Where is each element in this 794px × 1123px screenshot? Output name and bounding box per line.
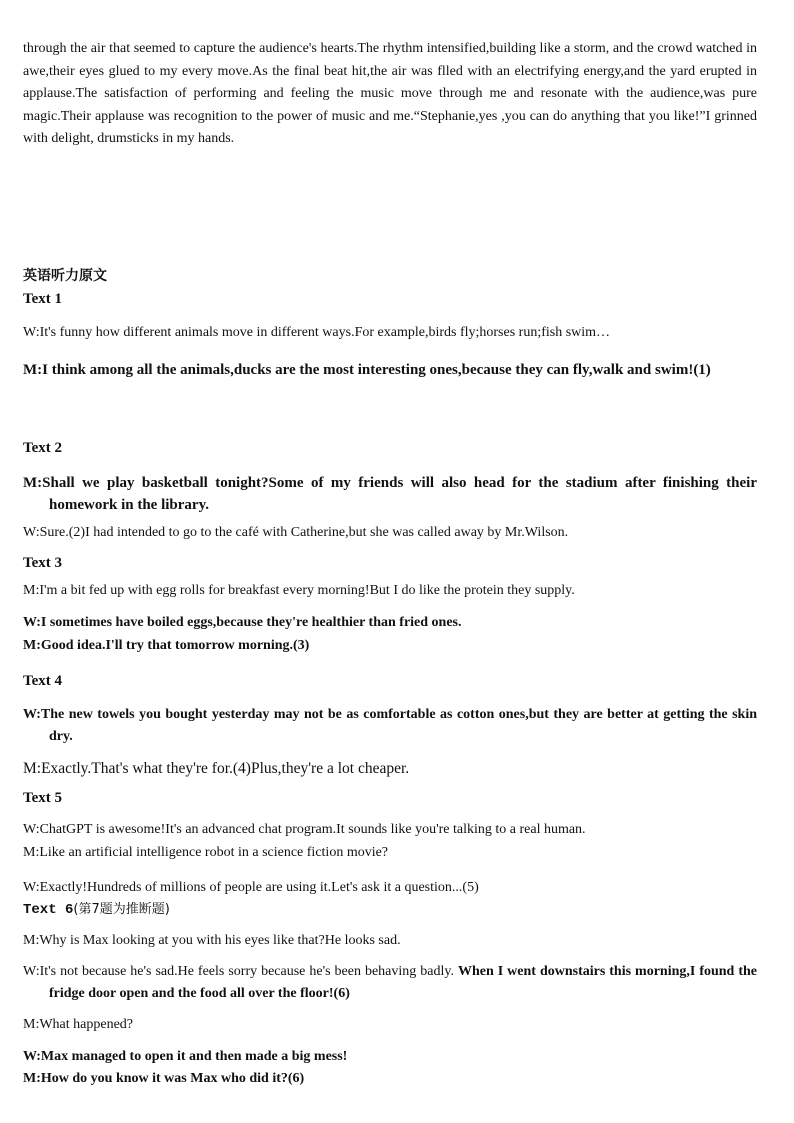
- text-5-label: Text 5: [23, 790, 63, 806]
- text-3-line-2: W:I sometimes have boiled eggs,because they're healthier than fried ones.: [23, 615, 462, 630]
- text-5-line-3: W:Exactly!Hundreds of millions of people are using it.Let's ask it a question...(5): [23, 880, 479, 895]
- text-5-block: [23, 787, 757, 899]
- text-6-line-1: M:Why is Max looking at you with his eyes like that?He looks sad.: [23, 933, 401, 948]
- text-5-line-1: W:ChatGPT is awesome!It's an advanced chat program.It sounds like you're talking to a real human.: [23, 822, 586, 837]
- text-5-line-2: M:Like an artificial intelligence robot in a science fiction movie?: [23, 845, 389, 860]
- text-6-block: [23, 900, 757, 1090]
- text-1-line-1: W:It's funny how different animals move in different ways.For example,birds fly;horses run;fish swim…: [23, 325, 611, 340]
- intro-block: [23, 38, 757, 151]
- text-6-line-4: W:Max managed to open it and then made a big mess!: [23, 1049, 348, 1064]
- text-4-label: Text 4: [23, 673, 63, 689]
- text-6-line-2-plain: W:It's not because he's sad.He feels sorry because he's been behaving badly.: [23, 964, 458, 979]
- text-6-line-5: M:How do you know it was Max who did it?(6): [23, 1071, 305, 1086]
- text-3-line-3: M:Good idea.I'll try that tomorrow morning.(3): [23, 638, 310, 653]
- text-3-label: Text 3: [23, 555, 63, 571]
- text-6-line-3: M:What happened?: [23, 1017, 134, 1032]
- text-1-label: Text 1: [23, 291, 63, 307]
- intro-paragraph: through the air that seemed to capture the audience's hearts.The rhythm intensified,building like a storm, and the crowd watched in awe,their eyes glued to my every move.As the final beat hit,the air was flled with an electrifying energy,and the yard erupted in applause.The satisfaction of performing and feeling the music move through me and resonate with the audience,was pure magic.Their applause was recognition to the power of music and me.“Stephanie,yes ,you can do anything that you like!”I grinned with delight, drumsticks in my hands.: [23, 41, 757, 146]
- text-3-line-1: M:I'm a bit fed up with egg rolls for breakfast every morning!But I do like the protein they supply.: [23, 583, 575, 598]
- text-4-block: [23, 670, 757, 780]
- text-2-block: [23, 437, 757, 544]
- text-4-line-2: M:Exactly.That's what they're for.(4)Plus,they're a lot cheaper.: [23, 760, 410, 777]
- text-6-label: Text 6: [23, 902, 74, 918]
- text-2-label: Text 2: [23, 440, 63, 456]
- text-6-line-2: [23, 961, 757, 1005]
- text-6-line-2-bold: When I went downstairs this morning,I found the fridge door open and the food all over the floor!(6): [49, 964, 757, 1001]
- text-6-heading: [23, 900, 757, 920]
- text-1-block: [23, 288, 757, 381]
- text-6-note: (第7题为推断题): [73, 902, 170, 917]
- text-1-line-2: M:I think among all the animals,ducks are the most interesting ones,because they can fly,walk and swim!(1): [23, 362, 711, 378]
- text-2-line-2: W:Sure.(2)I had intended to go to the café with Catherine,but she was called away by Mr.Wilson.: [23, 525, 569, 540]
- text-4-line-1: W:The new towels you bought yesterday may not be as comfortable as cotton ones,but they are better at getting the skin dry.: [23, 707, 757, 744]
- section-title: 英语听力原文: [23, 268, 107, 284]
- text-3-block: [23, 552, 757, 657]
- text-2-line-1: M:Shall we play basketball tonight?Some of my friends will also head for the stadium after finishing their homework in the library.: [23, 475, 757, 513]
